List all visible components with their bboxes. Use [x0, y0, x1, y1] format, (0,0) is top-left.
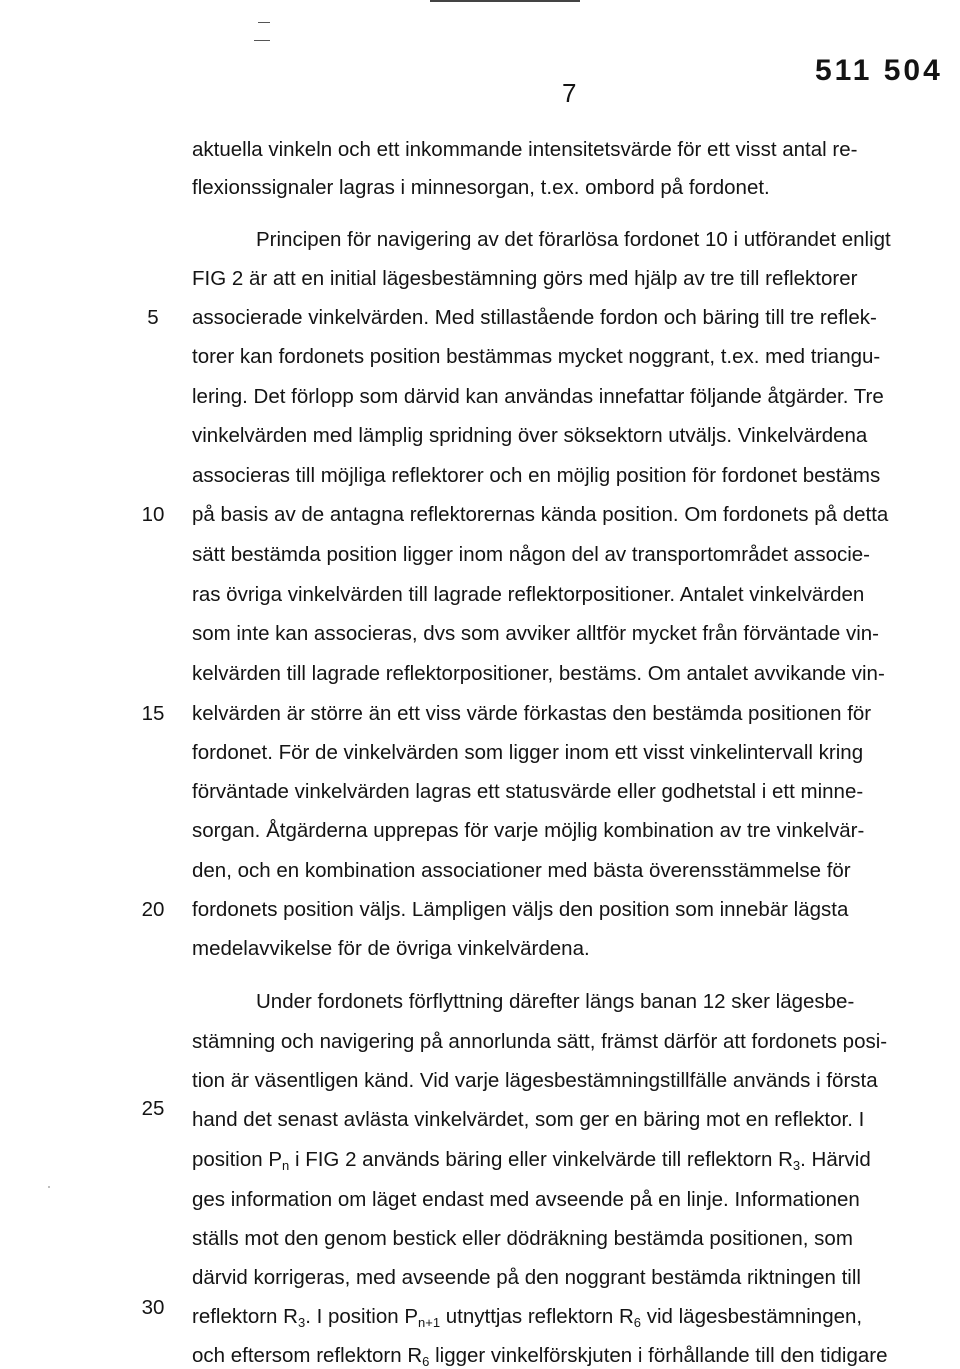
text-segment: utnyttjas reflektorn R: [440, 1305, 634, 1328]
text-line: lering. Det förlopp som därvid kan användas innefattar följande åtgärder. Tre: [192, 385, 884, 408]
margin-line-number: 20: [141, 898, 165, 921]
text-segment: reflektorn R: [192, 1305, 298, 1328]
text-line: på basis av de antagna reflektorernas kända position. Om fordonets på detta: [192, 503, 889, 526]
text-line: associeras till möjliga reflektorer och en möjlig position för fordonet bestäms: [192, 464, 881, 487]
text-segment: position P: [192, 1148, 283, 1171]
text-line-with-subscripts: [192, 1148, 871, 1172]
text-line: FIG 2 är att en initial lägesbestämning görs med hjälp av tre till reflektorer: [192, 267, 858, 290]
text-line: kelvärden till lagrade reflektorpositioner, bestäms. Om antalet avvikande vin-: [192, 662, 885, 685]
scan-mark: [258, 22, 270, 23]
subscript: 3: [792, 1158, 801, 1173]
subscript: n: [282, 1158, 290, 1173]
text-line: därvid korrigeras, med avseende på den noggrant bestämda riktningen till: [192, 1266, 861, 1289]
text-line: kelvärden är större än ett viss värde förkastas den bestämda positionen för: [192, 702, 872, 725]
text-line: förväntade vinkelvärden lagras ett statusvärde eller godhetstal i ett minne-: [192, 780, 864, 803]
text-line: sätt bestämda position ligger inom någon del av transportområdet associe-: [192, 543, 871, 566]
text-segment: och eftersom reflektorn R: [192, 1344, 423, 1367]
text-segment: vid lägesbestämningen,: [641, 1305, 863, 1328]
subscript: 3: [297, 1315, 306, 1330]
text-line-with-subscripts: [192, 1344, 887, 1368]
text-line: fordonets position väljs. Lämpligen väljs den position som innebär lägsta: [192, 898, 849, 921]
text-line: som inte kan associeras, dvs som avviker alltför mycket från förväntade vin-: [192, 622, 880, 645]
text-line-with-subscripts: [192, 1305, 862, 1329]
text-segment: i FIG 2 används bäring eller vinkelvärde till reflektorn R: [289, 1148, 793, 1171]
text-line: den, och en kombination associationer med bästa överensstämmelse för: [192, 859, 851, 882]
margin-line-number: 15: [141, 702, 165, 725]
text-line: ställs mot den genom bestick eller dödräkning bestämda positionen, som: [192, 1227, 853, 1250]
text-line: Under fordonets förflyttning därefter längs banan 12 sker lägesbe-: [256, 990, 855, 1013]
text-line: stämning och navigering på annorlunda sätt, främst därför att fordonets posi-: [192, 1030, 888, 1053]
margin-line-number: 25: [141, 1097, 165, 1120]
text-line: tion är väsentligen känd. Vid varje lägesbestämningstillfälle används i första: [192, 1069, 878, 1092]
subscript: 6: [422, 1354, 430, 1369]
text-line: Principen för navigering av det förarlösa fordonet 10 i utförandet enligt: [256, 228, 891, 251]
text-line: fordonet. För de vinkelvärden som ligger inom ett visst vinkelintervall kring: [192, 741, 864, 764]
text-line: flexionssignaler lagras i minnesorgan, t.ex. ombord på fordonet.: [192, 176, 770, 199]
document-number: 511 504: [815, 54, 943, 87]
text-line: ras övriga vinkelvärden till lagrade reflektorpositioner. Antalet vinkelvärden: [192, 583, 865, 606]
page-number: 7: [562, 78, 577, 108]
text-segment: ligger vinkelförskjuten i förhållande till den tidigare: [429, 1344, 888, 1367]
subscript: n+1: [418, 1315, 441, 1330]
text-line: sorgan. Åtgärderna upprepas för varje möjlig kombination av tre vinkelvär-: [192, 819, 865, 842]
text-line: ges information om läget endast med avseende på en linje. Informationen: [192, 1188, 860, 1211]
text-line: aktuella vinkeln och ett inkommande intensitetsvärde för ett visst antal re-: [192, 138, 858, 161]
text-segment: . I position P: [305, 1305, 419, 1328]
text-segment: . Härvid: [800, 1148, 871, 1171]
text-line: torer kan fordonets position bestämmas mycket noggrant, t.ex. med triangu-: [192, 345, 881, 368]
scan-mark: [254, 40, 270, 41]
top-rule: [430, 0, 580, 2]
subscript: 6: [633, 1315, 642, 1330]
text-line: vinkelvärden med lämplig spridning över söksektorn utväljs. Vinkelvärdena: [192, 424, 868, 447]
margin-line-number: 30: [141, 1296, 165, 1319]
margin-line-number: 5: [147, 306, 159, 329]
text-line: associerade vinkelvärden. Med stillastående fordon och bäring till tre reflek-: [192, 306, 877, 329]
text-line: hand det senast avlästa vinkelvärdet, som ger en bäring mot en reflektor. I: [192, 1108, 865, 1131]
margin-line-number: 10: [141, 503, 165, 526]
scan-dot: [48, 1186, 50, 1188]
text-line: medelavvikelse för de övriga vinkelvärdena.: [192, 937, 590, 960]
